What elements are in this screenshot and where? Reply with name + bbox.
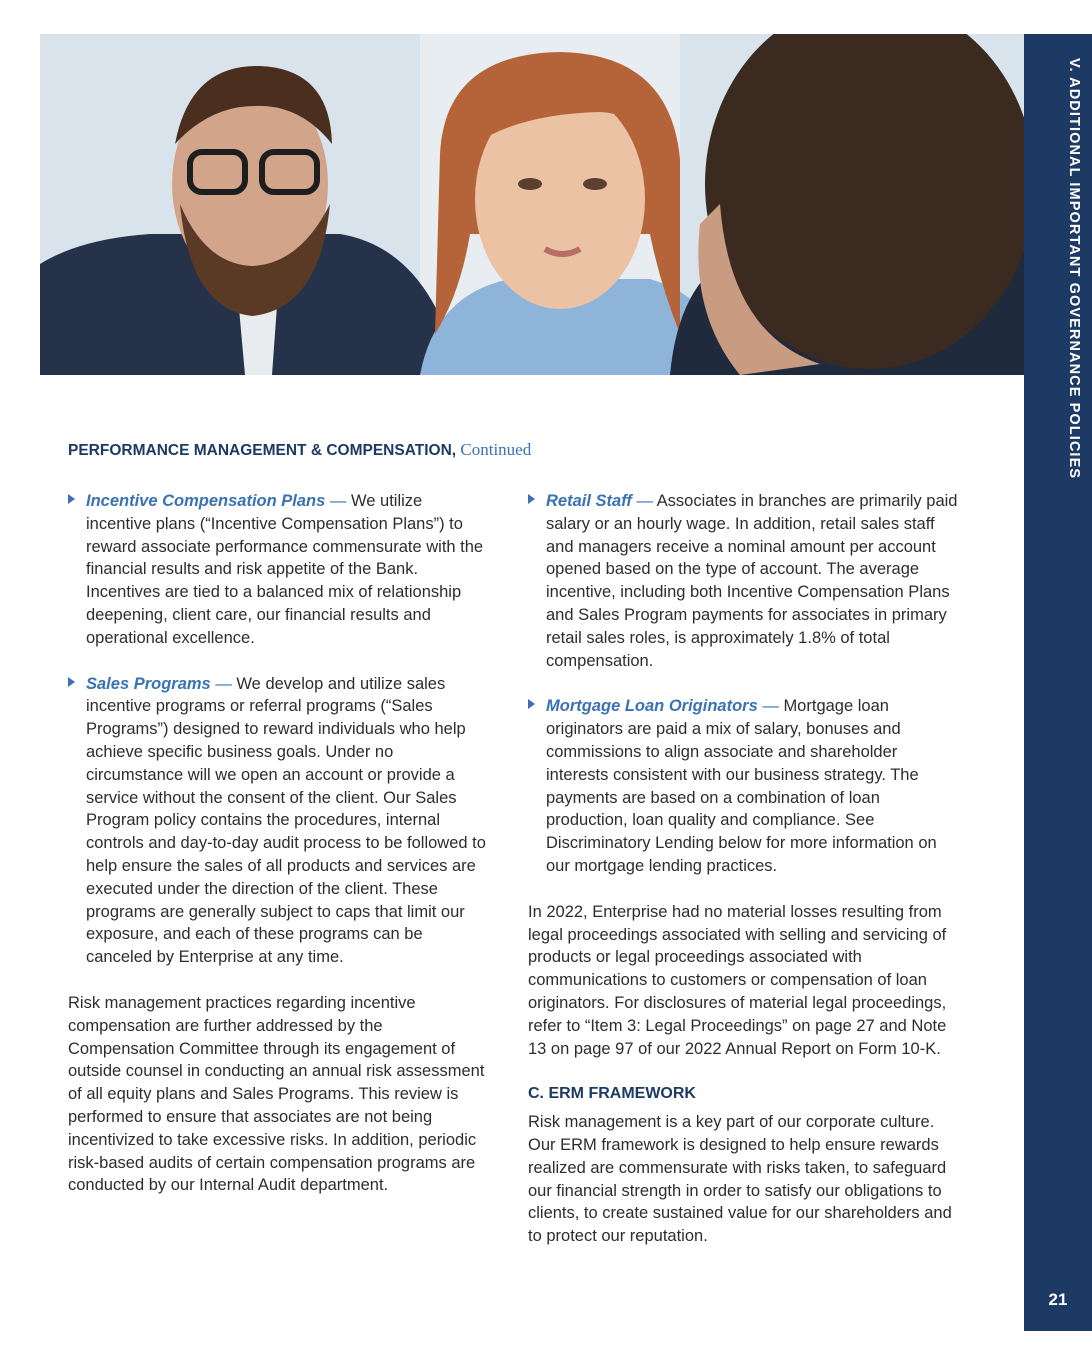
right-column bbox=[528, 490, 960, 1271]
erm-framework-paragraph: Risk management is a key part of our corporate culture. Our ERM framework is designed to help ensure rewards realized are commensurate with risks taken, to safeguard our financial strength in order to satisfy our obligations to clients, to create sustained value for our shareholders and to protect our reputation. bbox=[528, 1113, 952, 1246]
triangle-bullet-icon bbox=[68, 494, 75, 504]
bullet-text: Associates in branches are primarily paid salary or an hourly wage. In addition, retail sales staff and managers receive a nominal amount per account opened based on the type of account. The average incentive, including both Incentive Compensation Plans and Sales Program payments for associates in primary retail sales roles, is approximately 1.8% of total compensation. bbox=[546, 492, 958, 670]
bullet-term: Incentive Compensation Plans bbox=[86, 492, 326, 510]
bullet-dash: — bbox=[757, 697, 784, 716]
left-column bbox=[68, 490, 488, 1220]
bullet-sales-programs bbox=[68, 673, 488, 969]
section-continued: Continued bbox=[460, 440, 532, 459]
legal-proceedings-paragraph: In 2022, Enterprise had no material losses resulting from legal proceedings associated with selling and servicing of products or legal proceedings associated with communications to customers or compensation of loan originators. For disclosures of material legal proceedings, refer to “Item 3: Legal Proceedings” on page 27 and Note 13 on page 97 of our 2022 Annual Report on Form 10-K. bbox=[528, 902, 947, 1058]
risk-management-paragraph: Risk management practices regarding incentive compensation are further addressed by the Compensation Committee through its engagement of outside counsel in conducting an annual risk assessment of all equity plans and Sales Programs. This review is performed to ensure that associates are not being incentivized to take excessive risks. In addition, periodic risk-based audits of certain compensation programs are conducted by our Internal Audit department. bbox=[68, 993, 485, 1195]
section-title: PERFORMANCE MANAGEMENT & COMPENSATION, bbox=[68, 442, 457, 459]
sidebar-title-container bbox=[1024, 34, 1092, 1331]
bullet-incentive-compensation-plans bbox=[68, 490, 488, 650]
section-header bbox=[68, 440, 531, 460]
erm-framework-heading: C. ERM FRAMEWORK bbox=[528, 1085, 696, 1103]
sidebar-title: V. ADDITIONAL IMPORTANT GOVERNANCE POLICIES bbox=[1066, 58, 1082, 480]
bullet-term: Sales Programs bbox=[86, 674, 211, 693]
bullet-mortgage-loan-originators bbox=[528, 695, 960, 877]
bullet-dash: — bbox=[631, 492, 657, 510]
bullet-dash: — bbox=[325, 492, 351, 510]
bullet-retail-staff bbox=[528, 490, 960, 672]
bullet-text: Mortgage loan originators are paid a mix of salary, bonuses and commissions to align associate and shareholder interests consistent with our business strategy. The payments are based on a combination of loan production, loan quality and compliance. See Discriminatory Lending below for more information on our mortgage lending practices. bbox=[546, 697, 937, 875]
page-number: 21 bbox=[1048, 1290, 1068, 1309]
bullet-text: We utilize incentive plans (“Incentive Compensation Plans”) to reward associate performance commensurate with the financial results and risk appetite of the Bank. Incentives are tied to a balanced mix of relationship deepening, client care, our financial results and operational excellence. bbox=[86, 492, 484, 647]
triangle-bullet-icon bbox=[68, 677, 75, 687]
bullet-dash: — bbox=[210, 674, 237, 693]
bullet-term: Retail Staff bbox=[546, 492, 632, 510]
bullet-text: We develop and utilize sales incentive programs or referral programs (“Sales Programs”) designed to reward individuals who help achieve specific business goals. Under no circumstance will we open an account or provide a service without the consent of the client. Our Sales Program policy contains the procedures, internal controls and day-to-day audit process to be followed to help ensure the sales of all products and services are executed under the direction of the client. These programs are generally subject to caps that limit our exposure, and each of these programs can be canceled by Enterprise at any time. bbox=[86, 674, 486, 967]
triangle-bullet-icon bbox=[528, 699, 535, 709]
header-photo bbox=[40, 34, 1024, 375]
bullet-term: Mortgage Loan Originators bbox=[546, 697, 758, 716]
photo-illustration bbox=[40, 34, 1024, 375]
triangle-bullet-icon bbox=[528, 494, 535, 504]
